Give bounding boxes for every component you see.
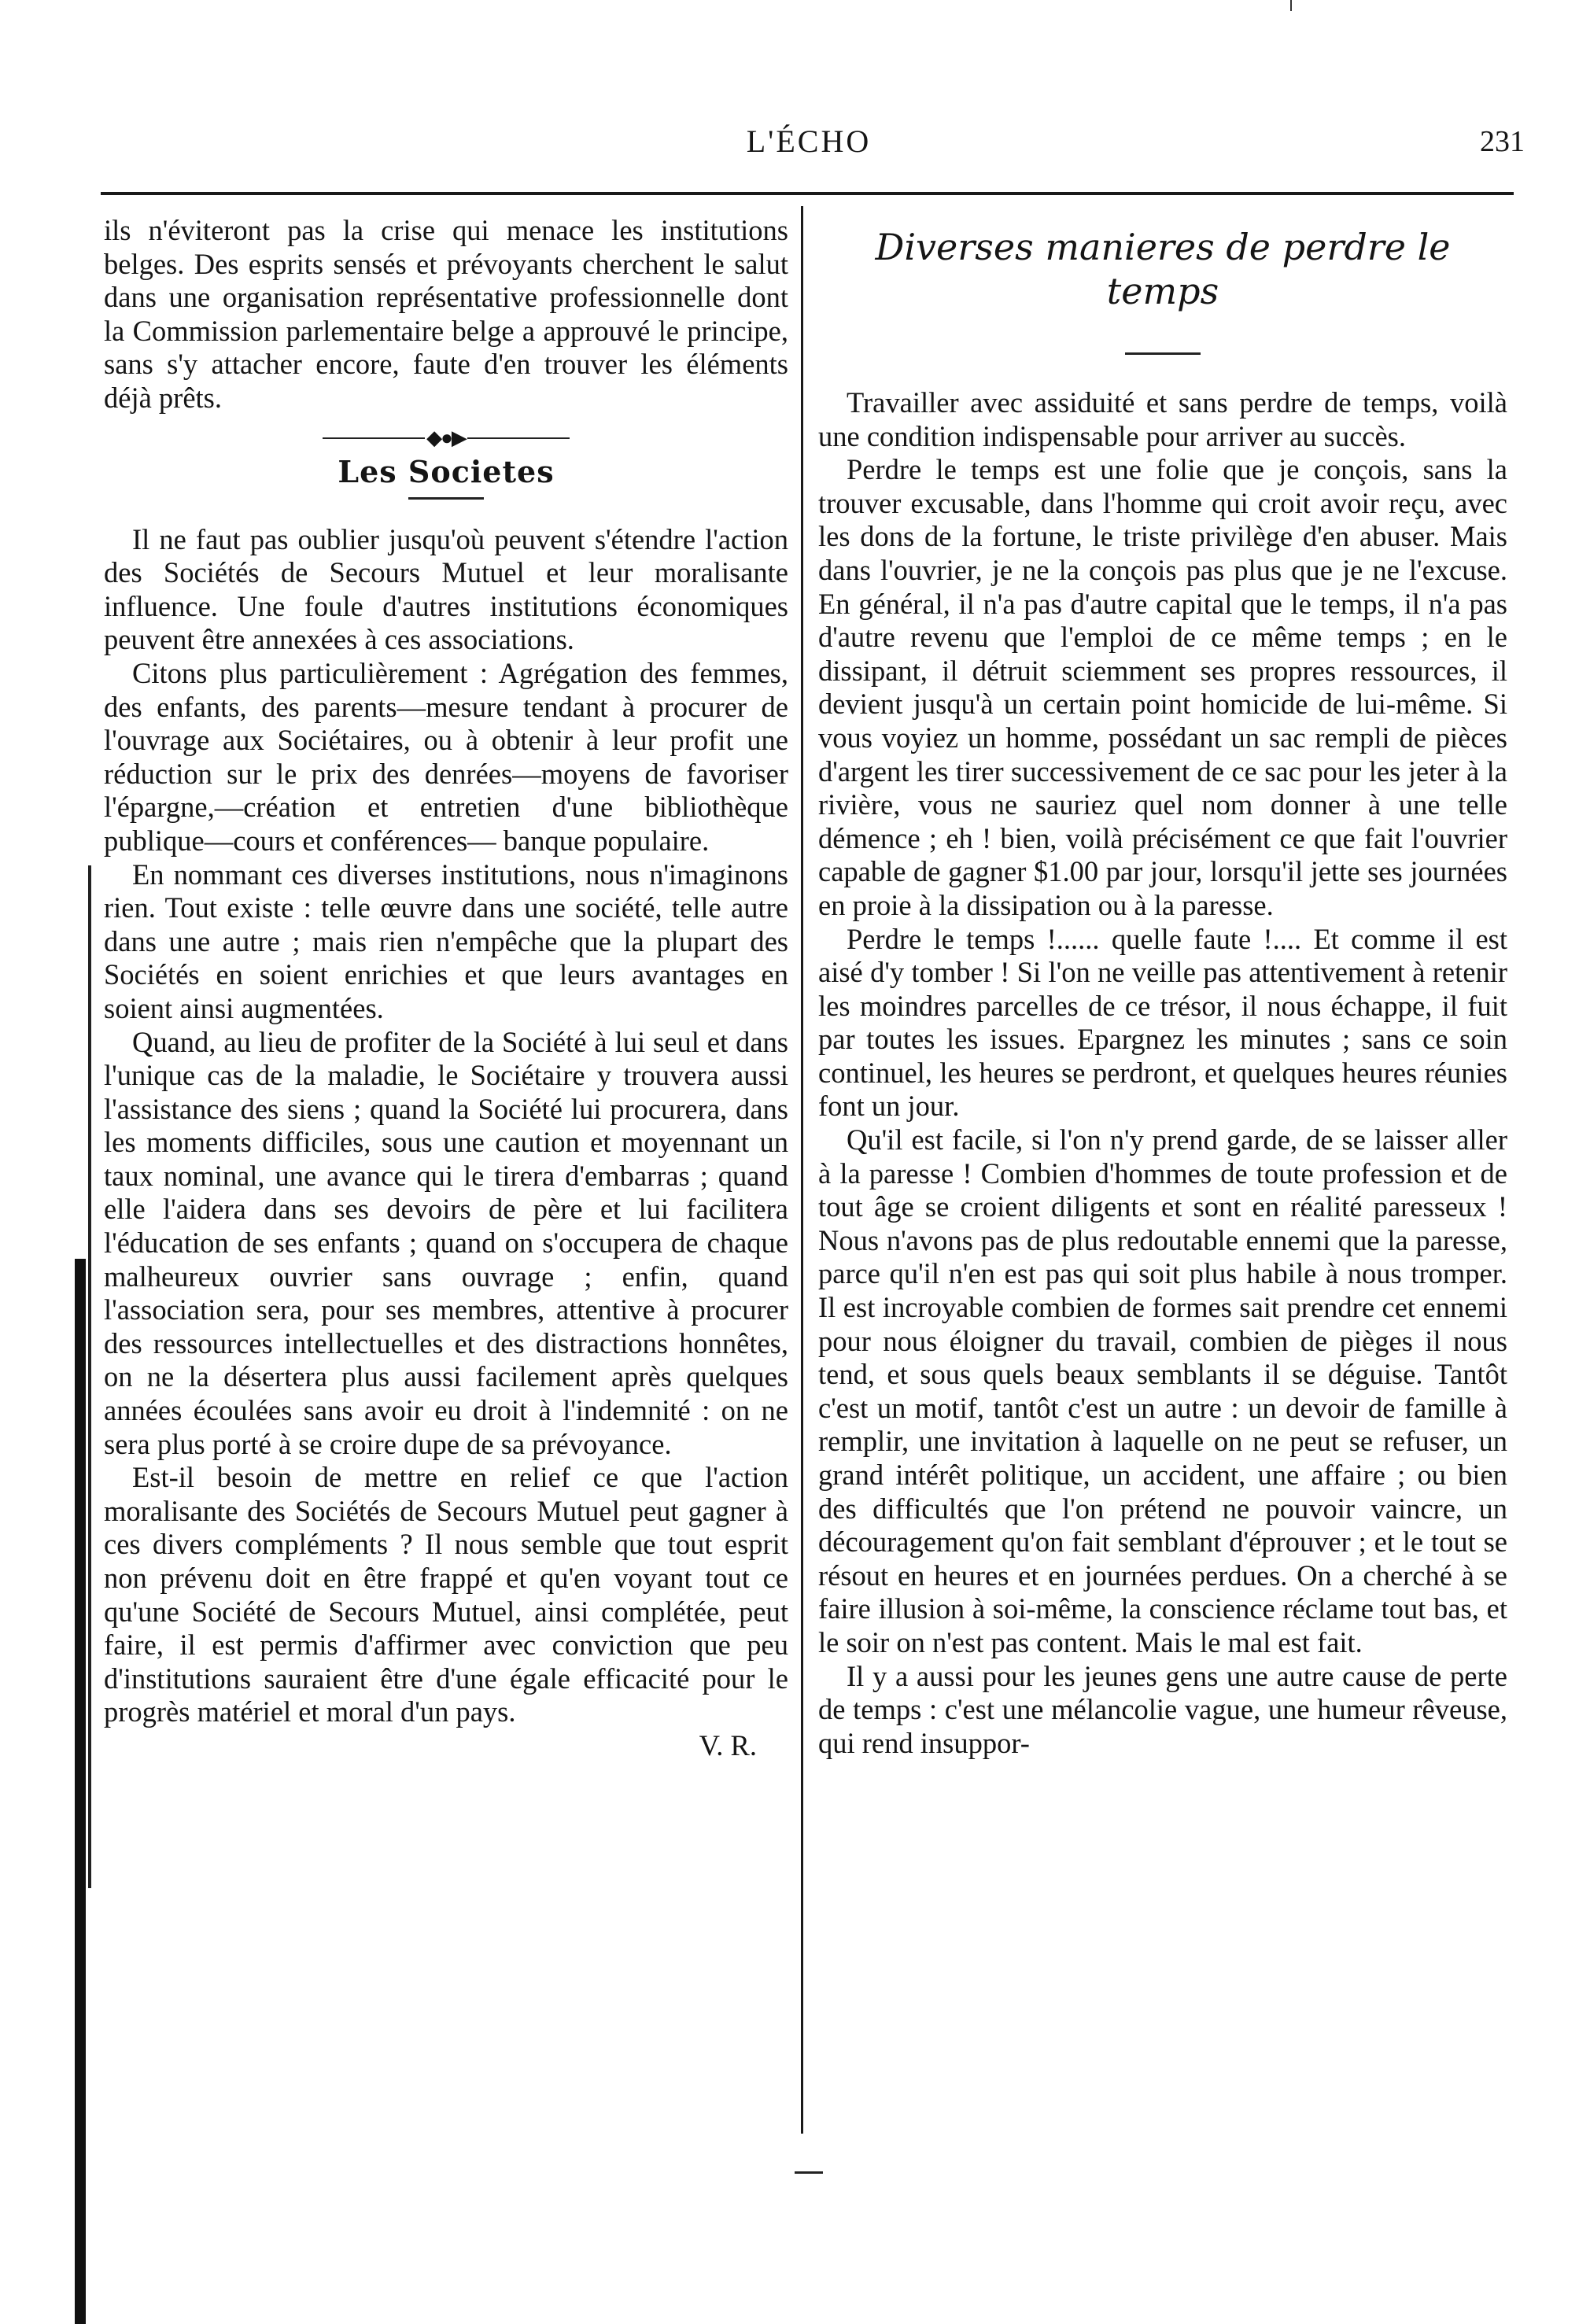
left-column [104, 214, 788, 1763]
ornament-divider: ◆●▶ [104, 425, 788, 450]
paragraph: En nommant ces diverses institutions, nous n'imaginons rien. Tout existe : telle œuvre dans une société, telle autre dans une autre ; mais rien n'empêche que la plupart des Sociétés en soient enrichies et que leurs avantages en soient ainsi augmentées. [104, 858, 788, 1024]
author-signature: V. R. [699, 1728, 757, 1761]
scan-mark [1290, 0, 1292, 11]
paragraph: Quand, au lieu de profiter de la Société à lui seul et dans l'unique cas de la maladie, le Sociétaire y trouvera aussi l'assistance des siens ; quand la Société lui procurera, dans les moments difficiles, sous une caution et moyennant un taux nominal, une avance qui le tirera d'embarras ; quand elle l'aidera dans ses devoirs de père et lui facilitera l'éducation de ses enfants ; quand on s'occupera de chaque malheureux ouvrier sans ouvrage ; enfin, quand l'association sera, pour ses membres, attentive à procurer des ressources intellectuelles et des distractions honnêtes, on ne la désertera plus aussi facilement après quelques années écoulées sans avoir eu droit à l'indemnité : on ne sera plus porté à se croire dupe de sa prévoyance. [104, 1025, 788, 1460]
scan-edge-line [88, 865, 91, 1888]
paragraph: Perdre le temps est une folie que je conçois, sans la trouver excusable, dans l'homme qui croit avoir reçu, avec les dons de la fortune, le triste privilège d'en abuser. Mais dans l'ouvrier, je ne la conçois pas plus que je ne l'excuse. En général, il n'a pas d'autre capital que le temps, il n'a pas d'autre revenu que l'emploi de ce même temps ; en le dissipant, il détruit sciemment ses propres ressources, il devient jusqu'à un certain point homicide de lui-même. Si vous voyiez un homme, possédant un sac rempli de pièces d'argent les tirer successivement de ce sac pour les jeter à la rivière, vous ne sauriez quel nom donner à une telle démence ; eh ! bien, voilà précisément ce que fait l'ouvrier capable de gagner $1.00 par jour, lorsqu'il jette ses journées en proie à la dissipation ou à la paresse. [818, 453, 1507, 921]
page-header [101, 116, 1525, 179]
paragraph: Il y a aussi pour les jeunes gens une autre cause de perte de temps : c'est une mélancolie vague, une humeur rêveuse, qui rend insuppor- [818, 1659, 1507, 1759]
paragraph: Perdre le temps !...... quelle faute !.... Et comme il est aisé d'y tomber ! Si l'on ne veille pas attentivement à retenir les moindres parcelles de ce trésor, il nous échappe, il fuit par toutes les issues. Epargnez les minutes ; sans ce soin continuel, les heures se perdront, et quelques heures réunies font un jour. [818, 922, 1507, 1123]
article-title: Diverses manieres de perdre le temps [875, 226, 1451, 312]
intro-paragraph: ils n'éviteront pas la crise qui menace les institutions belges. Des esprits sensés et prévoyants cherchent le salut dans une organisation représentative professionnelle dont la Commission parlementaire belge a approuvé le principe, sans s'y attacher encore, faute d'en trouver les éléments déjà prêts. [104, 214, 788, 414]
section-rule [408, 497, 484, 500]
publication-title: L'ÉCHO [746, 124, 872, 159]
title-rule [1125, 352, 1201, 355]
bottom-mark [795, 2171, 823, 2174]
paragraph: Il ne faut pas oublier jusqu'où peuvent s'étendre l'action des Sociétés de Secours Mutuel et leur moralisante influence. Une foule d'autres institutions économiques peuvent être annexées à ces associations. [104, 522, 788, 656]
header-rule [101, 192, 1514, 195]
page-number: 231 [1480, 125, 1525, 158]
column-divider [801, 206, 803, 2134]
scan-edge-shadow [75, 1259, 86, 2324]
paragraph: Qu'il est facile, si l'on n'y prend garde, de se laisser aller à la paresse ! Combien d'hommes de toute profession et de tout âge se croient diligents et sont en réalité paresseux ! Nous n'avons pas de plus redoutable ennemi que la paresse, parce qu'il n'en est pas qui soit plus habile à nous tromper. Il est incroyable combien de formes sait prendre cet ennemi pour nous éloigner du travail, combien de pièges il nous tend, et sous quels beaux semblants il se déguise. Tantôt c'est un motif, tantôt c'est un autre : un devoir de famille à remplir, une invitation à laquelle on ne peut se refuser, un grand intérêt politique, un accident, une affaire ; ou bien des difficultés que l'on prétend ne pouvoir vaincre, un découragement qu'on fait semblant d'éprouver ; et le tout se résout en heures et en journées perdues. On a cherché à se faire illusion à soi-même, la conscience réclame tout bas, et le soir on n'est pas content. Mais le mal est fait. [818, 1123, 1507, 1658]
section-title: Les Societes [338, 453, 555, 489]
paragraph: Citons plus particulièrement : Agrégation des femmes, des enfants, des parents—mesure tendant à procurer de l'ouvrage aux Sociétaires, ou à obtenir à leur profit une réduction sur le prix des denrées—moyens de favoriser l'épargne,—création et entretien d'une bibliothèque publique—cours et conférences— banque populaire. [104, 656, 788, 857]
paragraph: Travailler avec assiduité et sans perdre de temps, voilà une condition indispensable pour arriver au succès. [818, 386, 1507, 452]
right-column [818, 214, 1507, 1760]
signature-line [104, 1729, 788, 1763]
paragraph: Est-il besoin de mettre en relief ce que l'action moralisante des Sociétés de Secours Mutuel peut gagner à ces divers compléments ? Il nous semble que tout esprit non prévenu doit en être frappé et qu'en voyant tout ce qu'une Société de Secours Mutuel, ainsi complétée, peut faire, il est permis d'affirmer avec conviction que peu d'institutions sauraient être d'une égale efficacité pour le progrès matériel et moral d'un pays. [104, 1461, 788, 1728]
